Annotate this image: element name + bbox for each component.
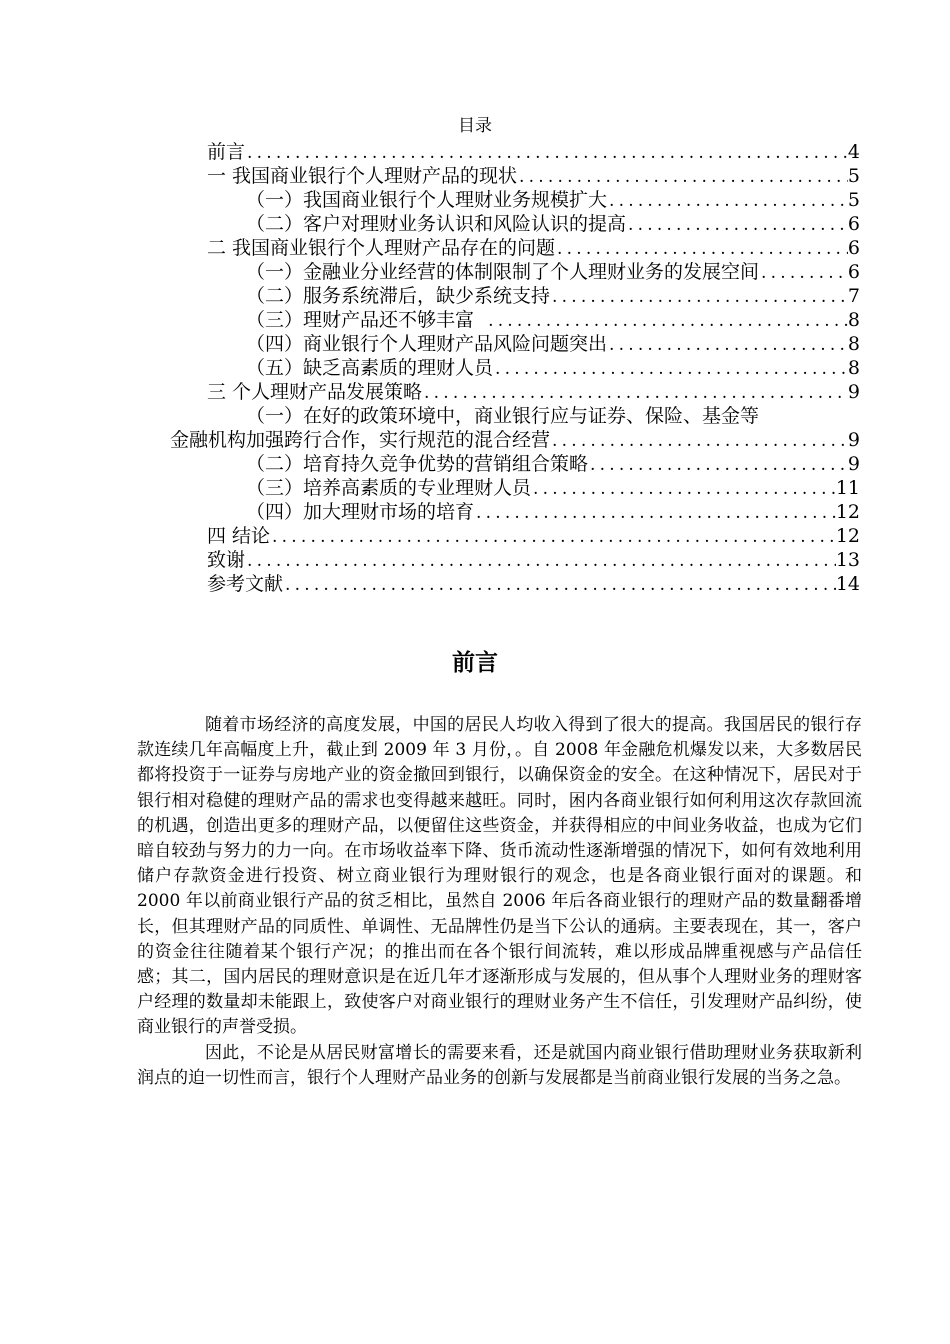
toc-leader [245, 141, 848, 164]
toc-entry-label: （二）服务系统滞后，缺少系统支持 [246, 285, 551, 307]
preface-body [137, 713, 862, 1091]
toc-leader [474, 501, 836, 524]
toc-page-number: 11 [835, 477, 860, 499]
toc-entry-label: 四 结论 [207, 525, 271, 547]
toc-page-number: 8 [847, 357, 860, 379]
toc-entry[interactable] [246, 260, 860, 284]
toc-entry-label: 金融机构加强跨行合作，实行规范的混合经营 [170, 429, 551, 451]
toc-leader [493, 357, 848, 380]
toc-entry-label: （三）理财产品还不够丰富 [246, 309, 487, 331]
toc-entry-label: 致谢 [207, 549, 246, 571]
toc-entry[interactable] [207, 164, 860, 188]
toc-page-number: 4 [847, 141, 860, 163]
toc-page-number: 9 [847, 429, 860, 451]
toc-leader [607, 333, 848, 356]
toc-entry[interactable] [246, 476, 860, 500]
toc-leader [588, 453, 848, 476]
toc-leader [626, 213, 848, 236]
paragraph: 因此，不论是从居民财富增长的需要来看，还是就国内商业银行借助理财业务获取新利润点的迫一切性而言，银行个人理财产品业务的创新与发展都是当前商业银行发展的当务之急。 [137, 1042, 862, 1088]
toc-entry-label: 三 个人理财产品发展策略 [207, 381, 423, 403]
toc-entry[interactable] [246, 356, 860, 380]
toc-entry[interactable] [246, 212, 860, 236]
toc-page-number: 14 [835, 573, 860, 595]
toc-page-number: 5 [847, 165, 860, 187]
toc-page-number: 5 [847, 189, 860, 211]
toc-title: 目录 [458, 116, 492, 136]
toc-entry-label: （二）培育持久竞争优势的营销组合策略 [246, 453, 589, 475]
toc-entry-label: （一）金融业分业经营的体制限制了个人理财业务的发展空间 [246, 261, 760, 283]
preface-heading: 前言 [452, 650, 498, 676]
toc-entry[interactable] [207, 380, 860, 404]
toc-leader [555, 237, 848, 260]
toc-page-number: 12 [835, 501, 860, 523]
toc-entry-label: （四）商业银行个人理财产品风险问题突出 [246, 333, 608, 355]
toc-leader [422, 381, 848, 404]
toc-entry[interactable] [246, 284, 860, 308]
toc-entry[interactable] [207, 572, 860, 596]
toc-entry-label: （二）客户对理财业务认识和风险认识的提高 [246, 213, 627, 235]
toc-leader [245, 549, 836, 572]
toc-entry-label: 一 我国商业银行个人理财产品的现状 [207, 165, 518, 187]
toc-entry-label: 二 我国商业银行个人理财产品存在的问题 [207, 237, 556, 259]
toc-leader [759, 261, 848, 284]
toc-entry[interactable] [246, 452, 860, 476]
toc-entry-label: （四）加大理财市场的培育 [246, 501, 475, 523]
toc-entry[interactable] [246, 500, 860, 524]
toc-leader [531, 477, 836, 500]
toc-entry-label: 前言 [207, 141, 246, 163]
toc-entry[interactable] [246, 332, 860, 356]
toc-page-number: 6 [847, 261, 860, 283]
toc-page-number: 8 [847, 309, 860, 331]
toc-page-number: 7 [847, 285, 860, 307]
toc-page-number: 8 [847, 333, 860, 355]
toc-entry-label: （五）缺乏高素质的理财人员 [246, 357, 494, 379]
toc-leader [607, 189, 848, 212]
toc-page-number: 6 [847, 237, 860, 259]
toc-entry[interactable] [207, 236, 860, 260]
paragraph: 随着市场经济的高度发展，中国的居民人均收入得到了很大的提高。我国居民的银行存款连续几年高幅度上升，截止到 2009 年 3 月份，。自 2008 年金融危机爆发以来，大多数居民都将投资于一证券与房地产业的资金撤回到银行，以确保资金的安全。在这种情况下，居民对于银行相对稳健的理财产品的需求也变得越来越旺。同时，困内各商业银行如何利用这次存款回流的机遇，创造出更多的理财产品，以便留住这些资金，并获得相应的中间业务收益，也成为它们暗自较劲与努力的力一向。在市场收益率下降、货币流动性逐渐增强的情况下，如何有效地利用储户存款资金进行投资、树立商业银行为理财银行的观念，也是各商业银行面对的课题。和 2000 年以前商业银行产品的贫乏相比，虽然自 2006 年后各商业银行的理财产品的数量翻番增长，但其理财产品的同质性、单调性、无品牌性仍是当下公认的通病。主要表现在，其一，客户的资金往往随着某个银行产况；的推出而在各个银行间流转，难以形成品牌重视感与产品信任感；其二，国内居民的理财意识是在近几年才逐渐形成与发展的，但从事个人理财业务的理财客户经理的数量却未能跟上，致使客户对商业银行的理财业务产生不信任，引发理财产品纠纷，使商业银行的声誉受损。 [137, 715, 862, 1038]
toc-leader [550, 285, 848, 308]
toc-entry[interactable] [207, 524, 860, 548]
toc-entry[interactable] [246, 188, 860, 212]
toc-entry-label: （三）培养高素质的专业理财人员 [246, 477, 532, 499]
toc-leader [486, 309, 848, 332]
toc-leader [270, 525, 836, 548]
toc-entry-label-line1[interactable]: （一）在好的政策环境中，商业银行应与证券、保险、基金等 [246, 405, 760, 427]
toc-page-number: 13 [835, 549, 860, 571]
toc-page-number: 12 [835, 525, 860, 547]
toc-entry-label: （一）我国商业银行个人理财业务规模扩大 [246, 189, 608, 211]
toc-leader [517, 165, 848, 188]
toc-leader [283, 573, 836, 596]
toc-entry[interactable] [246, 308, 860, 332]
toc-leader [550, 429, 848, 452]
toc-page-number: 6 [847, 213, 860, 235]
toc-page-number: 9 [847, 453, 860, 475]
toc-entry-label: 参考文献 [207, 573, 284, 595]
toc-entry[interactable] [207, 548, 860, 572]
toc-entry[interactable] [170, 428, 860, 452]
toc-entry[interactable] [207, 140, 860, 164]
toc-page-number: 9 [847, 381, 860, 403]
